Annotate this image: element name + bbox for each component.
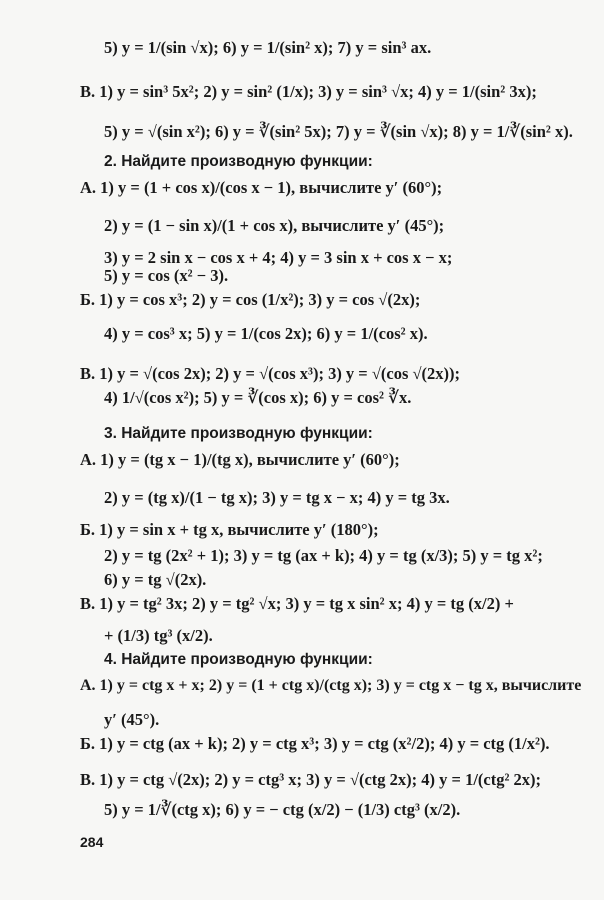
- page-number: 284: [80, 834, 104, 850]
- section-heading: 3. Найдите производную функции:: [104, 425, 373, 442]
- exercise-line: 2) y = (1 − sin x)/(1 + cos x), вычислите y′ (45°);: [104, 216, 445, 235]
- exercise-line: 5) y = 1/∛(ctg x); 6) y = − ctg (x/2) − (1/3) ctg³ (x/2).: [104, 800, 461, 819]
- exercise-line: 2) y = tg (2x² + 1); 3) y = tg (ax + k); 4) y = tg (x/3); 5) y = tg x²;: [104, 546, 543, 565]
- exercise-line: 4) 1/√(cos x²); 5) y = ∛(cos x); 6) y = cos² ∛x.: [104, 388, 412, 407]
- exercise-line: y′ (45°).: [104, 710, 160, 729]
- exercise-line: В. 1) y = √(cos 2x); 2) y = √(cos x³); 3) y = √(cos √(2x));: [80, 364, 461, 383]
- section-heading: 2. Найдите производную функции:: [104, 153, 373, 170]
- exercise-line: 6) y = tg √(2x).: [104, 570, 207, 589]
- exercise-line: А. 1) y = (tg x − 1)/(tg x), вычислите y′ (60°);: [80, 450, 400, 469]
- exercise-line: 4) y = cos³ x; 5) y = 1/(cos 2x); 6) y = 1/(cos² x).: [104, 324, 428, 343]
- exercise-line: 5) y = 1/(sin √x); 6) y = 1/(sin² x); 7) y = sin³ ax.: [104, 38, 432, 57]
- exercise-line: 5) y = √(sin x²); 6) y = ∛(sin² 5x); 7) y = ∛(sin √x); 8) y = 1/∛(sin² x).: [104, 122, 573, 141]
- exercise-line: В. 1) y = ctg √(2x); 2) y = ctg³ x; 3) y = √(ctg 2x); 4) y = 1/(ctg² 2x);: [80, 770, 542, 789]
- exercise-line: А. 1) y = ctg x + x; 2) y = (1 + ctg x)/(ctg x); 3) y = ctg x − tg x, вычислите: [80, 677, 582, 694]
- exercise-line: А. 1) y = (1 + cos x)/(cos x − 1), вычислите y′ (60°);: [80, 178, 443, 197]
- section-heading: 4. Найдите производную функции:: [104, 651, 373, 668]
- exercise-line: В. 1) y = sin³ 5x²; 2) y = sin² (1/x); 3) y = sin³ √x; 4) y = 1/(sin² 3x);: [80, 82, 537, 101]
- exercise-line: Б. 1) y = ctg (ax + k); 2) y = ctg x³; 3) y = ctg (x²/2); 4) y = ctg (1/x²).: [80, 734, 550, 753]
- exercise-line: Б. 1) y = sin x + tg x, вычислите y′ (180°);: [80, 520, 379, 539]
- exercise-line: 2) y = (tg x)/(1 − tg x); 3) y = tg x − x; 4) y = tg 3x.: [104, 488, 450, 507]
- exercise-line: Б. 1) y = cos x³; 2) y = cos (1/x²); 3) y = cos √(2x);: [80, 290, 421, 309]
- exercise-line: + (1/3) tg³ (x/2).: [104, 626, 213, 645]
- exercise-line: 3) y = 2 sin x − cos x + 4; 4) y = 3 sin x + cos x − x;: [104, 248, 453, 267]
- exercise-line: В. 1) y = tg² 3x; 2) y = tg² √x; 3) y = tg x sin² x; 4) y = tg (x/2) +: [80, 594, 514, 613]
- exercise-line: 5) y = cos (x² − 3).: [104, 266, 229, 285]
